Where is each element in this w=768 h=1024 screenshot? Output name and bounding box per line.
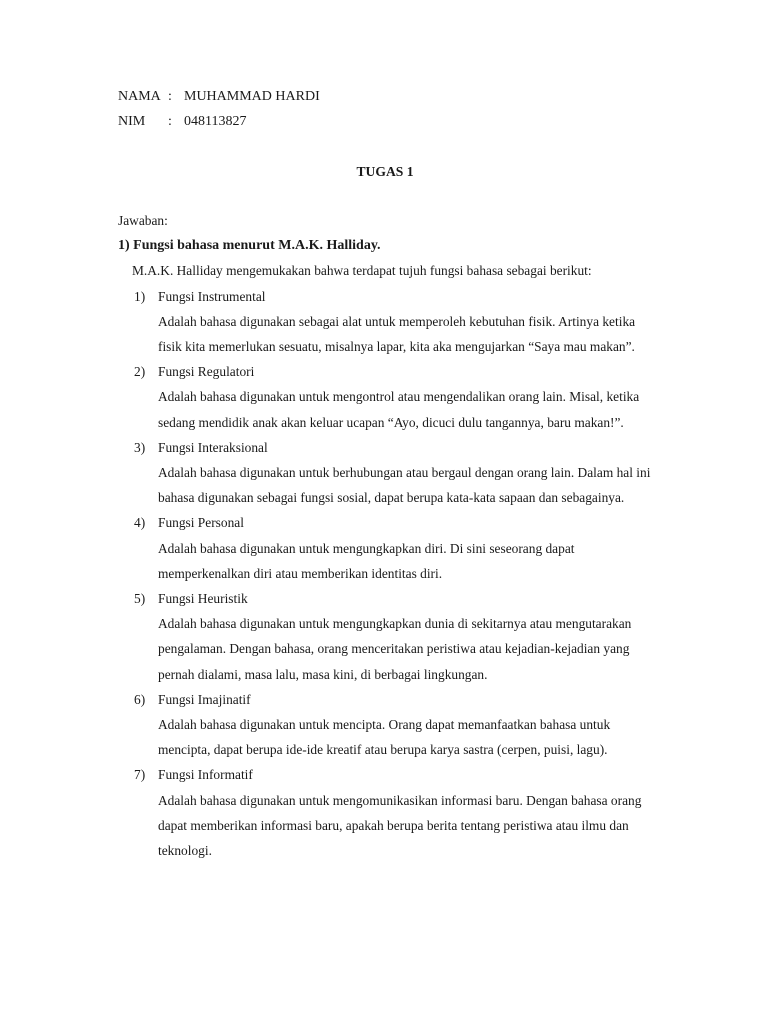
list-item-number: 7) (134, 767, 146, 783)
list-item-description: Adalah bahasa digunakan untuk mengungkapkan diri. Di sini seseorang dapat memperkenalkan diri atau memberikan identitas diri. (158, 540, 575, 581)
list-item-title: Fungsi Personal (158, 515, 244, 531)
list-item-number: 1) (134, 288, 146, 304)
list-item-description: Adalah bahasa digunakan untuk mengomunikasikan informasi baru. Dengan bahasa orang dapat memberikan informasi baru, apakah berupa berita tentang peristiwa atau ilmu dan teknologi. (158, 792, 642, 859)
list-item-title: Fungsi Instrumental (158, 288, 266, 304)
list-item (118, 687, 658, 763)
name-row (118, 84, 320, 109)
question-heading: 1) Fungsi bahasa menurut M.A.K. Halliday. (118, 238, 381, 254)
nim-label: NIM (118, 114, 146, 129)
intro-paragraph: M.A.K. Halliday mengemukakan bahwa terdapat tujuh fungsi bahasa sebagai berikut: (132, 263, 592, 279)
list-item (118, 435, 658, 511)
list-item-title: Fungsi Informatif (158, 767, 253, 783)
answer-label: Jawaban: (118, 213, 168, 228)
list-item-number: 6) (134, 691, 146, 707)
list-item-number: 2) (134, 364, 146, 380)
nim-colon: : (168, 114, 172, 129)
name-label: NAMA (118, 89, 161, 104)
list-item-title: Fungsi Interaksional (158, 439, 268, 455)
nim-row (118, 109, 246, 134)
list-item-description: Adalah bahasa digunakan sebagai alat untuk memperoleh kebutuhan fisik. Artinya ketika fisik kita memerlukan sesuatu, misalnya lapar, kita aka mengujarkan “Saya mau makan”. (158, 313, 636, 355)
list-item-title: Fungsi Heuristik (158, 591, 248, 607)
list-item (118, 284, 658, 360)
list-item-number: 5) (134, 591, 146, 607)
list-item-title: Fungsi Regulatori (158, 364, 255, 380)
list-item-title: Fungsi Imajinatif (158, 691, 251, 707)
nim-value: 048113827 (184, 114, 247, 129)
name-value: MUHAMMAD HARDI (184, 89, 320, 104)
name-colon: : (168, 89, 172, 104)
list-item (118, 586, 658, 687)
list-item-description: Adalah bahasa digunakan untuk berhubungan atau bergaul dengan orang lain. Dalam hal ini bahasa digunakan sebagai fungsi sosial, dapat berupa kata-kata sapaan dan sebagainya. (158, 465, 651, 506)
list-item-number: 3) (134, 439, 146, 455)
list-item-description: Adalah bahasa digunakan untuk mengungkapkan dunia di sekitarnya atau mengutarakan pengalaman. Dengan bahasa, orang menceritakan peristiwa atau kejadian-kejadian yang pernah dialami, masa lalu, masa kini, di berbagai lingkungan. (158, 616, 632, 682)
list-item-number: 4) (134, 515, 146, 531)
list-item (118, 510, 658, 586)
list-item-description: Adalah bahasa digunakan untuk mencipta. Orang dapat memanfaatkan bahasa untuk mencipta, dapat berupa ide-ide kreatif atau berupa karya sastra (cerpen, puisi, lagu). (158, 717, 611, 758)
list-item (118, 762, 658, 863)
document-title: TUGAS 1 (356, 164, 414, 179)
list-item-description: Adalah bahasa digunakan untuk mengontrol atau mengendalikan orang lain. Misal, ketika sedang mendidik anak akan keluar ucapan “Ayo, dicuci dulu tangannya, baru makan!”. (158, 389, 640, 430)
function-list (118, 284, 658, 864)
list-item (118, 359, 658, 435)
document-body (118, 208, 658, 863)
